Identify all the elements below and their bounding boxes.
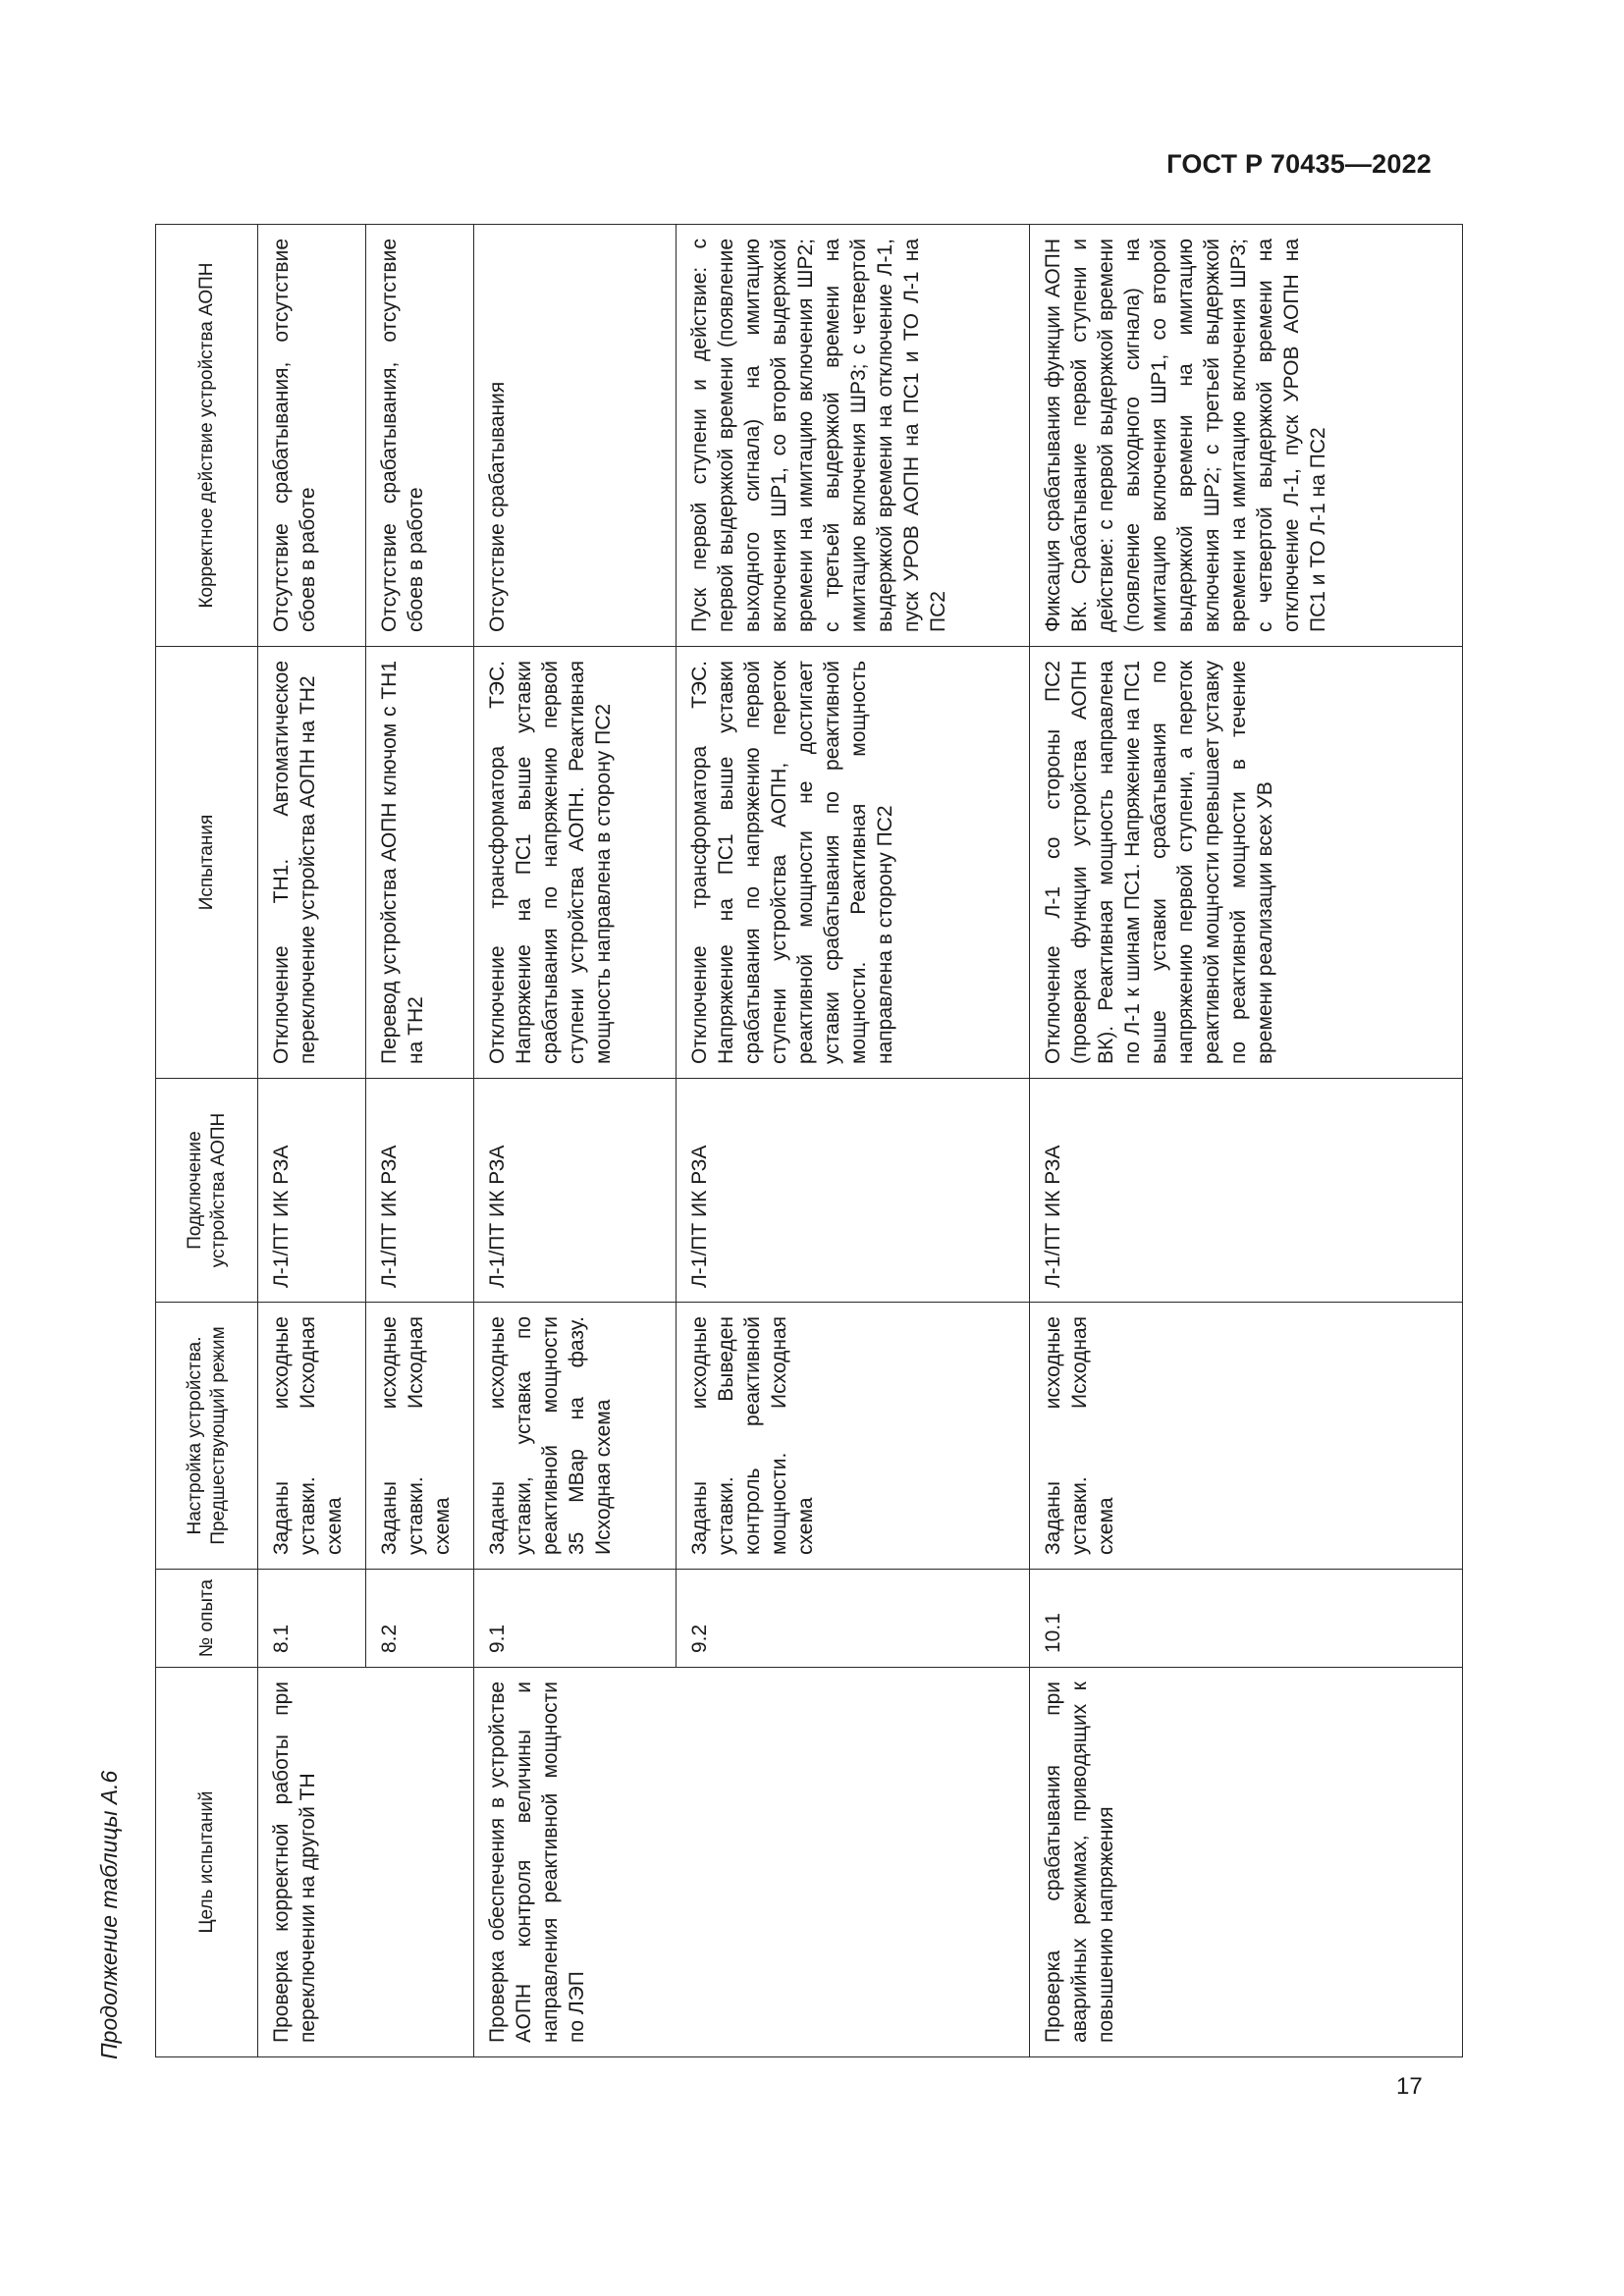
- table-row: [258, 225, 366, 2057]
- table-row: [474, 225, 677, 2057]
- goal-cell: Проверка обеспечения в устройстве АОПН контроля величины и направления реактивной мощности по ЛЭП: [474, 1668, 1030, 2057]
- document-code: ГОСТ Р 70435—2022: [1166, 149, 1432, 179]
- test-cell: Отключение трансформатора ТЭС. Напряжение на ПС1 выше уставки срабатывания по напряжению первой ступени устройства АОПН. Реактивная мощность направлена в сторону ПС2: [474, 647, 677, 1079]
- test-number-cell: 8.2: [366, 1570, 474, 1668]
- action-cell: Пуск первой ступени и действие: с первой выдержкой времени (появление выходного сигнала) на имитацию включения ШР1, со второй выдержкой времени на имитацию включения ШР2; с третьей выдержкой времени на имитацию включения ШР3; с четвертой выдержкой времени на отключение Л-1, пуск УРОВ АОПН на ПС1 и ТО Л-1 на ПС2: [677, 225, 1030, 647]
- table-caption: Продолжение таблицы А.6: [96, 1770, 122, 2059]
- test-cell: Отключение Л-1 со стороны ПС2 (проверка функции устройства АОПН ВК). Реактивная мощность направлена по Л-1 к шинам ПС1. Напряжение на ПС1 выше уставки срабатывания по напряжению первой ступени, а переток реактивной мощности превышает уставку по реактивной мощности в течение времени реализации всех УВ: [1030, 647, 1463, 1079]
- test-table: [155, 224, 1463, 2057]
- setup-cell: Заданы исходные уставки. Выведен контроль реактивной мощности. Исходная схема: [677, 1303, 1030, 1570]
- connection-cell: Л-1/ПТ ИК РЗА: [258, 1079, 366, 1303]
- action-cell: Отсутствие срабатывания, отсутствие сбоев в работе: [366, 225, 474, 647]
- setup-cell: Заданы исходные уставки. Исходная схема: [366, 1303, 474, 1570]
- test-cell: Отключение трансформатора ТЭС. Напряжение на ПС1 выше уставки срабатывания по напряжению первой ступени устройства АОПН, переток реактивной мощности не достигает уставки срабатывания по реактивной мощности. Реактивная мощность направлена в сторону ПС2: [677, 647, 1030, 1079]
- test-number-cell: 9.2: [677, 1570, 1030, 1668]
- setup-cell: Заданы исходные уставки. Исходная схема: [258, 1303, 366, 1570]
- header-goal: Цель испытаний: [156, 1668, 258, 2057]
- action-cell: Фиксация срабатывания функции АОПН ВК. Срабатывание первой ступени и действие: с первой выдержкой времени (появление выходного сигнала) на имитацию включения ШР1, со второй выдержкой времени на имитацию включения ШР2; с третьей выдержкой времени на имитацию включения ШР3; с четвертой выдержкой времени на отключение Л-1, пуск УРОВ АОПН на ПС1 и ТО Л-1 на ПС2: [1030, 225, 1463, 647]
- test-number-cell: 9.1: [474, 1570, 677, 1668]
- goal-cell: Проверка срабатывания при аварийных режимах, приводящих к повышению напряжения: [1030, 1668, 1463, 2057]
- action-cell: Отсутствие срабатывания: [474, 225, 677, 647]
- goal-cell: Проверка корректной работы при переключении на другой ТН: [258, 1668, 474, 2057]
- table-header-row: [156, 225, 258, 2057]
- test-number-cell: 8.1: [258, 1570, 366, 1668]
- connection-cell: Л-1/ПТ ИК РЗА: [677, 1079, 1030, 1303]
- header-correct-action: Корректное действие устройства АОПН: [156, 225, 258, 647]
- connection-cell: Л-1/ПТ ИК РЗА: [474, 1079, 677, 1303]
- header-setup: Настройка устройства. Предшествующий режим: [156, 1303, 258, 1570]
- header-tests: Испытания: [156, 647, 258, 1079]
- rotated-table-container: [155, 225, 1462, 2057]
- connection-cell: Л-1/ПТ ИК РЗА: [366, 1079, 474, 1303]
- header-connection: Подключение устройства АОПН: [156, 1079, 258, 1303]
- test-number-cell: 10.1: [1030, 1570, 1463, 1668]
- setup-cell: Заданы исходные уставки. Исходная схема: [1030, 1303, 1463, 1570]
- page-number: 17: [1396, 2073, 1423, 2100]
- table-row: [1030, 225, 1463, 2057]
- action-cell: Отсутствие срабатывания, отсутствие сбоев в работе: [258, 225, 366, 647]
- setup-cell: Заданы исходные уставки, уставка по реактивной мощности 35 МВар на фазу. Исходная схема: [474, 1303, 677, 1570]
- test-cell: Перевод устройства АОПН ключом с ТН1 на ТН2: [366, 647, 474, 1079]
- test-cell: Отключение ТН1. Автоматическое переключение устройства АОПН на ТН2: [258, 647, 366, 1079]
- header-test-number: № опыта: [156, 1570, 258, 1668]
- connection-cell: Л-1/ПТ ИК РЗА: [1030, 1079, 1463, 1303]
